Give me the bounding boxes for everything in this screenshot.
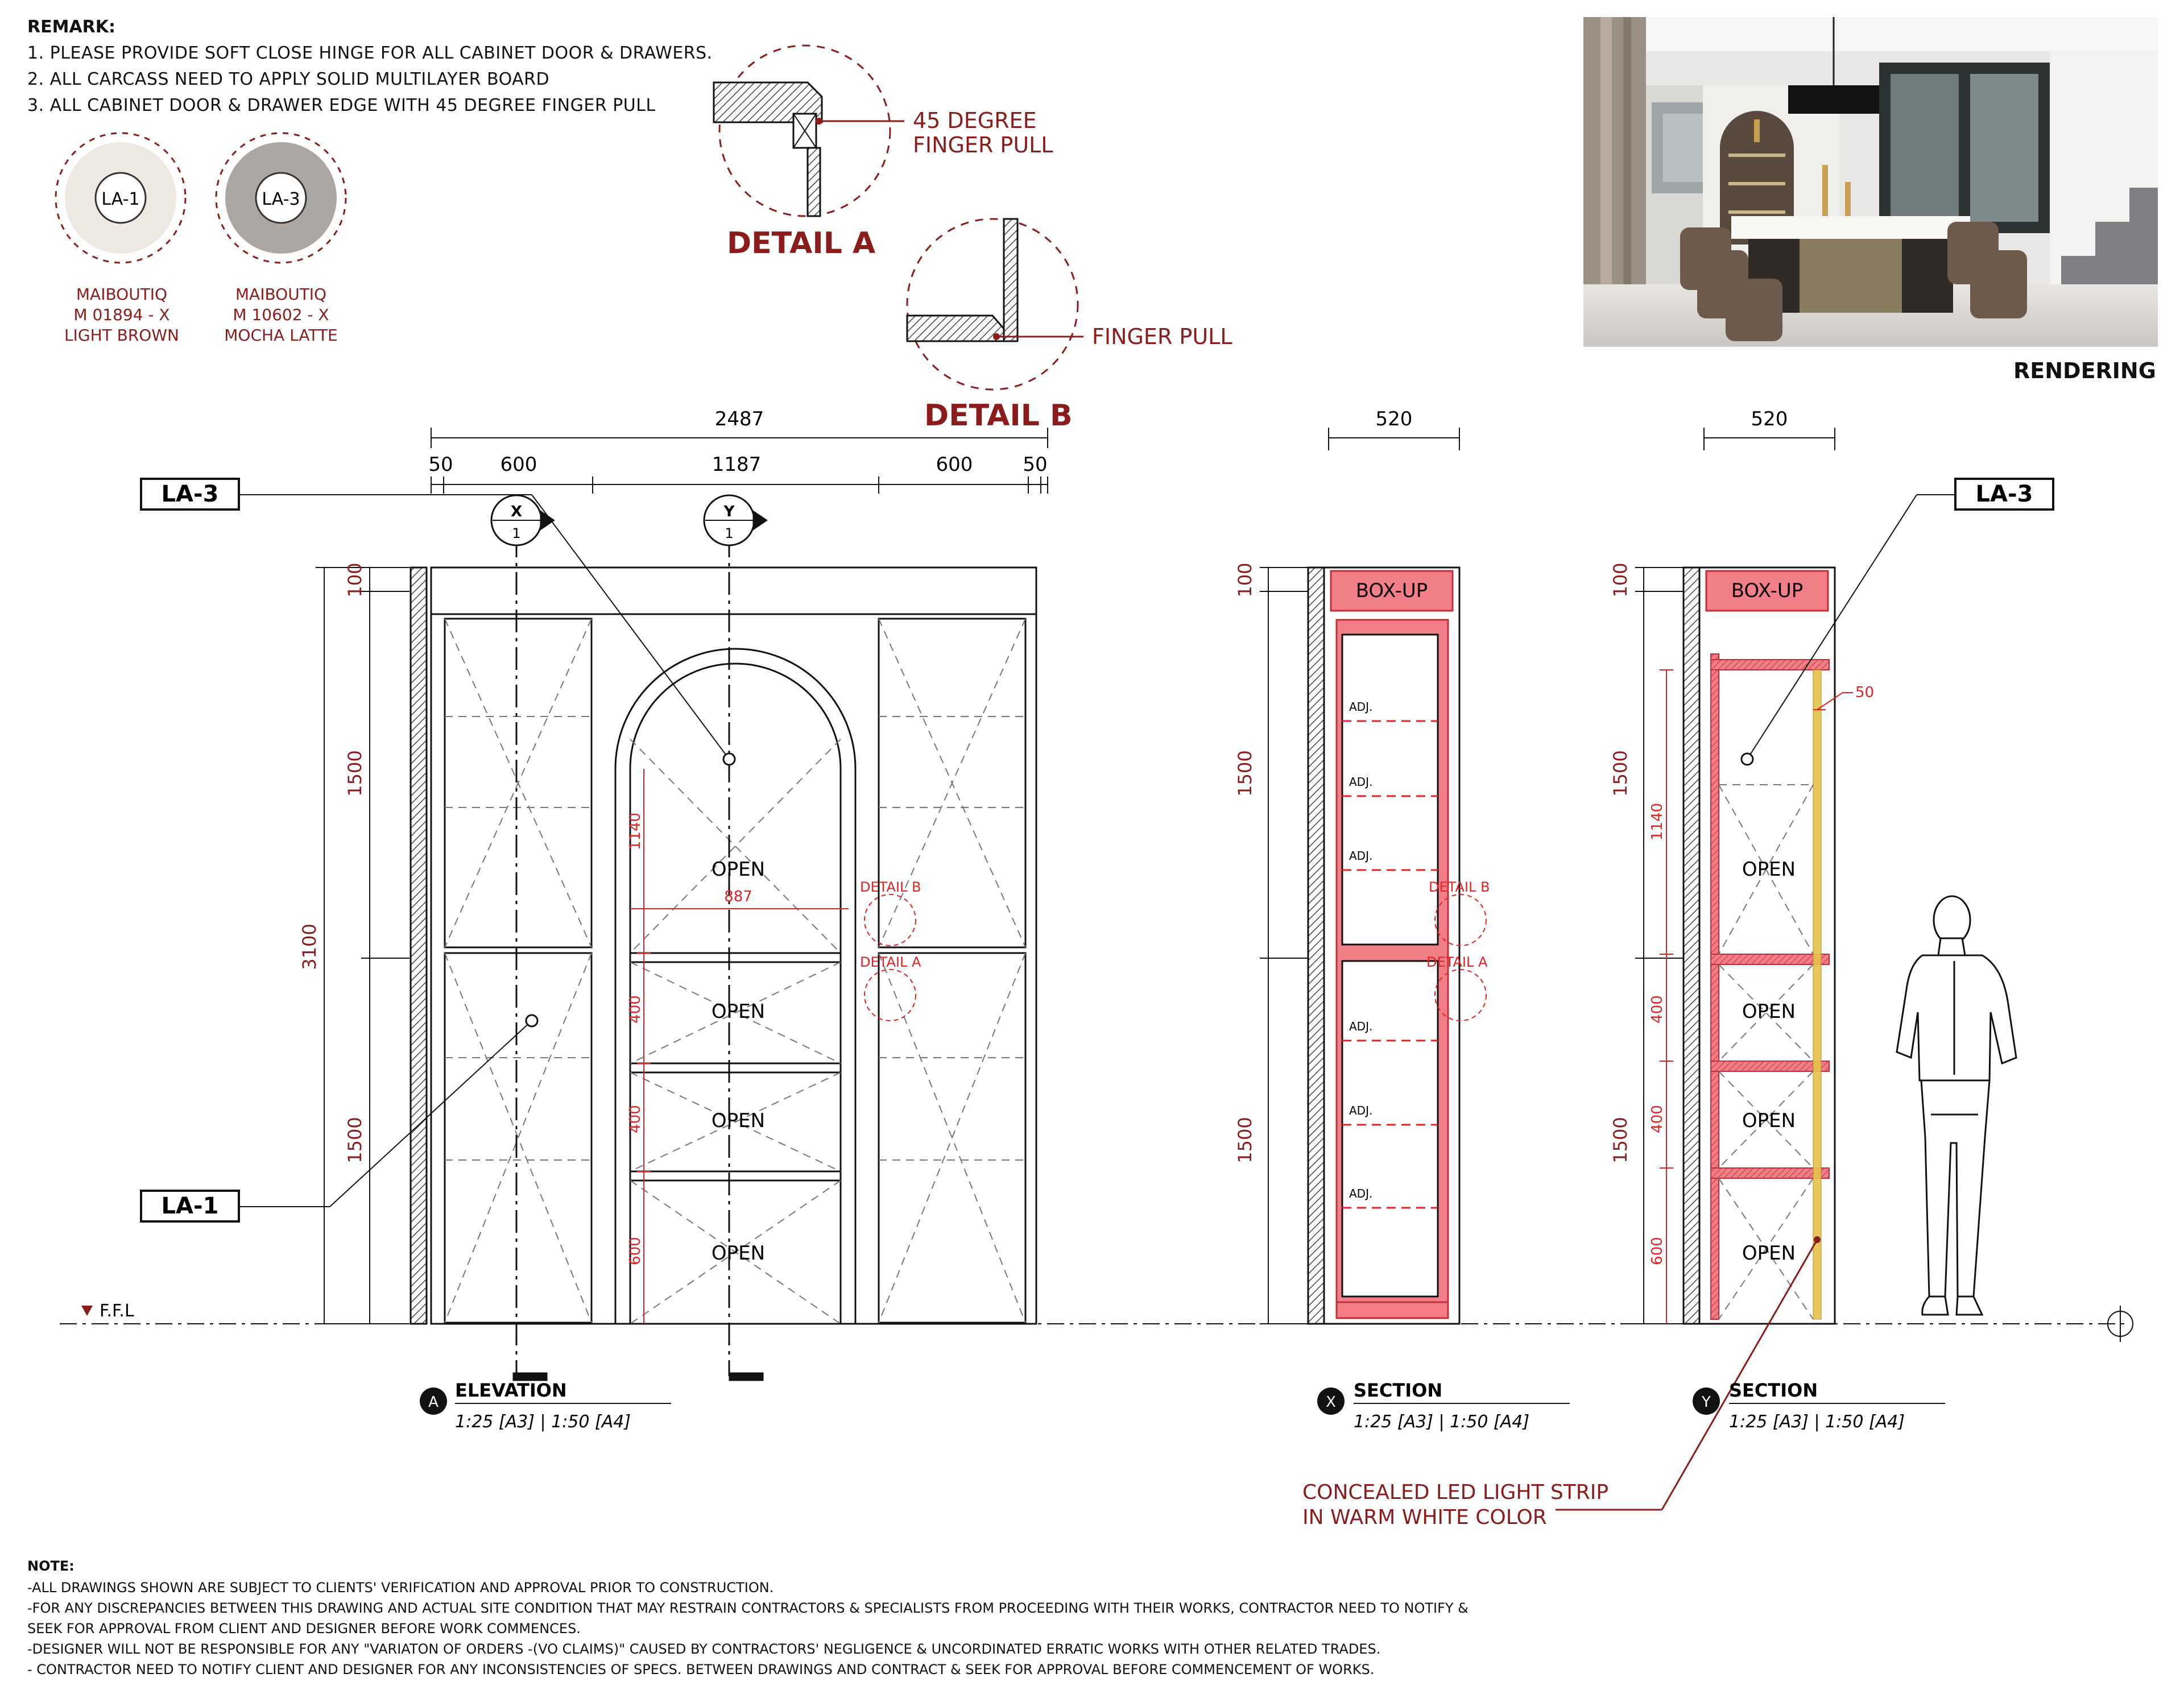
section-x-h-1500-top: 1500 [1234,750,1256,797]
swatch-la3 [216,133,346,263]
section-x-adj-6: ADJ. [1349,1187,1373,1200]
elevation-h-1500-top: 1500 [344,750,366,797]
section-y-open-1: OPEN [1742,858,1796,881]
section-y-scale: 1:25 [A3] | 1:50 [A4] [1729,1412,1905,1432]
section-x-dim-520: 520 [1375,408,1413,430]
elevation-open-1: OPEN [711,858,766,881]
ffl-label: F.F.L [100,1301,134,1321]
section-x-boxup: BOX-UP [1355,579,1428,602]
section-y-dim-520: 520 [1751,408,1788,430]
note-line-2: -FOR ANY DISCREPANCIES BETWEEN THIS DRAWING AND ACTUAL SITE CONDITION THAT MAY RESTRAIN CONTRACTORS & SPECIALISTS FROM PROCEEDING WITH THEIR WORKS, CONTRACTOR NEED TO NOTIFY & [27,1600,1469,1616]
elevation-dim-50-right: 50 [1023,453,1048,476]
section-x-scale: 1:25 [A3] | 1:50 [A4] [1354,1412,1530,1432]
elevation-open-3: OPEN [711,1109,766,1132]
section-x-adj-2: ADJ. [1349,775,1373,789]
note-line-4: -DESIGNER WILL NOT BE RESPONSIBLE FOR ANY "VARIATON OF ORDERS -(VO CLAIMS)" CAUSED BY CONTRACTORS' NEGLIGENCE & UNCORDINATED ERRATIC WORKS WITH OTHER RELATED TRADES. [27,1641,1381,1657]
section-y-h-600: 600 [1649,1237,1666,1265]
section-y-h-100: 100 [1610,562,1631,598]
section-y-title-letter: Y [1702,1394,1711,1411]
elevation-detail-b-ref: DETAIL B [860,879,921,895]
rendering-label: RENDERING [2013,358,2156,383]
swatch-la1-ref: M 01894 - X [73,305,170,324]
section-y-h-400-a: 400 [1649,995,1666,1024]
swatch-la3-ref: M 10602 - X [233,305,329,324]
elevation-h-600: 600 [627,1237,644,1265]
elevation-h-3100: 3100 [299,923,320,970]
elevation-dim-600-right: 600 [936,453,973,476]
elevation-open-4: OPEN [711,1242,766,1265]
tag-la3-section-y-text: LA-3 [1975,481,2033,507]
marker-y-letter: Y [723,503,735,520]
elevation-title-letter: A [428,1394,439,1411]
section-y-h-1140: 1140 [1649,802,1666,841]
note-line-1: -ALL DRAWINGS SHOWN ARE SUBJECT TO CLIENTS' VERIFICATION AND APPROVAL PRIOR TO CONSTRUCTION. [27,1580,774,1596]
swatch-la3-code: LA-3 [262,189,300,209]
led-callout-line-2: IN WARM WHITE COLOR [1302,1506,1547,1529]
section-x-h-100: 100 [1234,562,1256,598]
note-line-3: SEEK FOR APPROVAL FROM CLIENT AND DESIGNER BEFORE WORK COMMENCES. [27,1621,581,1637]
elevation-h-1500-bottom: 1500 [344,1117,366,1163]
section-x-adj-3: ADJ. [1349,849,1373,863]
section-x-drawing [1260,428,1570,1403]
detail-a [714,45,1053,260]
note-line-5: - CONTRACTOR NEED TO NOTIFY CLIENT AND DESIGNER FOR ANY INCONSISTENCIES OF SPECS. BETWEEN DRAWINGS AND CONTRACT & SEEK FOR APPROVAL BEFORE COMMENCEMENT OF WORKS. [27,1662,1375,1677]
tag-la1-elevation-text: LA-1 [161,1193,219,1219]
tag-la3-elevation-text: LA-3 [161,481,219,507]
ffl-marker-icon [81,1306,93,1316]
marker-y-number: 1 [725,525,734,541]
elevation-dim-50-left: 50 [428,453,453,476]
swatch-la1 [56,133,185,263]
elevation-dim-total: 2487 [714,408,764,430]
section-y-open-2: OPEN [1742,1000,1796,1023]
elevation-w-887: 887 [724,888,752,905]
section-x-detail-a-ref: DETAIL A [1426,954,1488,970]
marker-x-letter: X [510,503,523,520]
human-figure [1897,896,2016,1315]
swatch-la3-name: MOCHA LATTE [224,326,338,345]
swatch-la1-code: LA-1 [101,189,140,209]
elevation-h-400-a: 400 [627,995,644,1024]
elevation-h-1140: 1140 [627,812,644,851]
section-y-title: SECTION [1729,1380,1818,1401]
swatch-la3-brand: MAIBOUTIQ [235,285,327,304]
detail-a-callout-1: 45 DEGREE [913,108,1037,133]
detail-b-callout: FINGER PULL [1092,324,1232,349]
section-x-title-letter: X [1326,1394,1336,1411]
section-y-dim-50: 50 [1855,684,1875,701]
elevation-dim-1187: 1187 [712,453,762,476]
section-y-open-4: OPEN [1742,1242,1796,1265]
section-x-adj-1: ADJ. [1349,700,1373,714]
remark-line-2: 2. ALL CARCASS NEED TO APPLY SOLID MULTILAYER BOARD [27,69,550,89]
elevation-h-100: 100 [344,562,366,598]
remark-title: REMARK: [27,17,116,37]
remark-line-3: 3. ALL CABINET DOOR & DRAWER EDGE WITH 45 DEGREE FINGER PULL [27,96,656,115]
section-y-h-1500-bottom: 1500 [1610,1117,1631,1163]
section-x-title: SECTION [1354,1380,1443,1401]
tag-la3-section-y [1955,479,2053,510]
elevation-scale: 1:25 [A3] | 1:50 [A4] [455,1412,631,1432]
elevation-title: ELEVATION [455,1380,567,1401]
section-y-h-400-b: 400 [1649,1105,1666,1133]
marker-x-number: 1 [512,525,521,541]
swatch-la1-name: LIGHT BROWN [64,326,179,345]
note-title: NOTE: [27,1558,75,1574]
section-x-adj-4: ADJ. [1349,1020,1373,1033]
tag-la1-elevation [141,1191,239,1221]
elevation-detail-a-ref: DETAIL A [860,954,921,970]
section-y-h-1500-top: 1500 [1610,750,1631,797]
tag-la3-elevation [141,479,239,510]
section-y-drawing [1556,428,2133,1510]
swatch-la1-brand: MAIBOUTIQ [76,285,168,304]
led-callout-line-1: CONCEALED LED LIGHT STRIP [1302,1481,1609,1504]
elevation-dim-600-left: 600 [500,453,537,476]
elevation-h-400-b: 400 [627,1105,644,1133]
section-x-h-1500-bottom: 1500 [1234,1117,1256,1163]
detail-a-callout-2: FINGER PULL [913,132,1053,158]
detail-b-title: DETAIL B [924,399,1073,433]
section-y-boxup: BOX-UP [1731,579,1804,602]
elevation-labels [81,408,1048,1432]
section-y-open-3: OPEN [1742,1109,1796,1132]
elevation-open-2: OPEN [711,1000,766,1023]
remark-line-1: 1. PLEASE PROVIDE SOFT CLOSE HINGE FOR ALL CABINET DOOR & DRAWERS. [27,43,713,63]
detail-b [907,219,1232,433]
section-x-detail-b-ref: DETAIL B [1429,879,1490,895]
detail-a-title: DETAIL A [727,226,876,260]
section-x-adj-5: ADJ. [1349,1104,1373,1117]
